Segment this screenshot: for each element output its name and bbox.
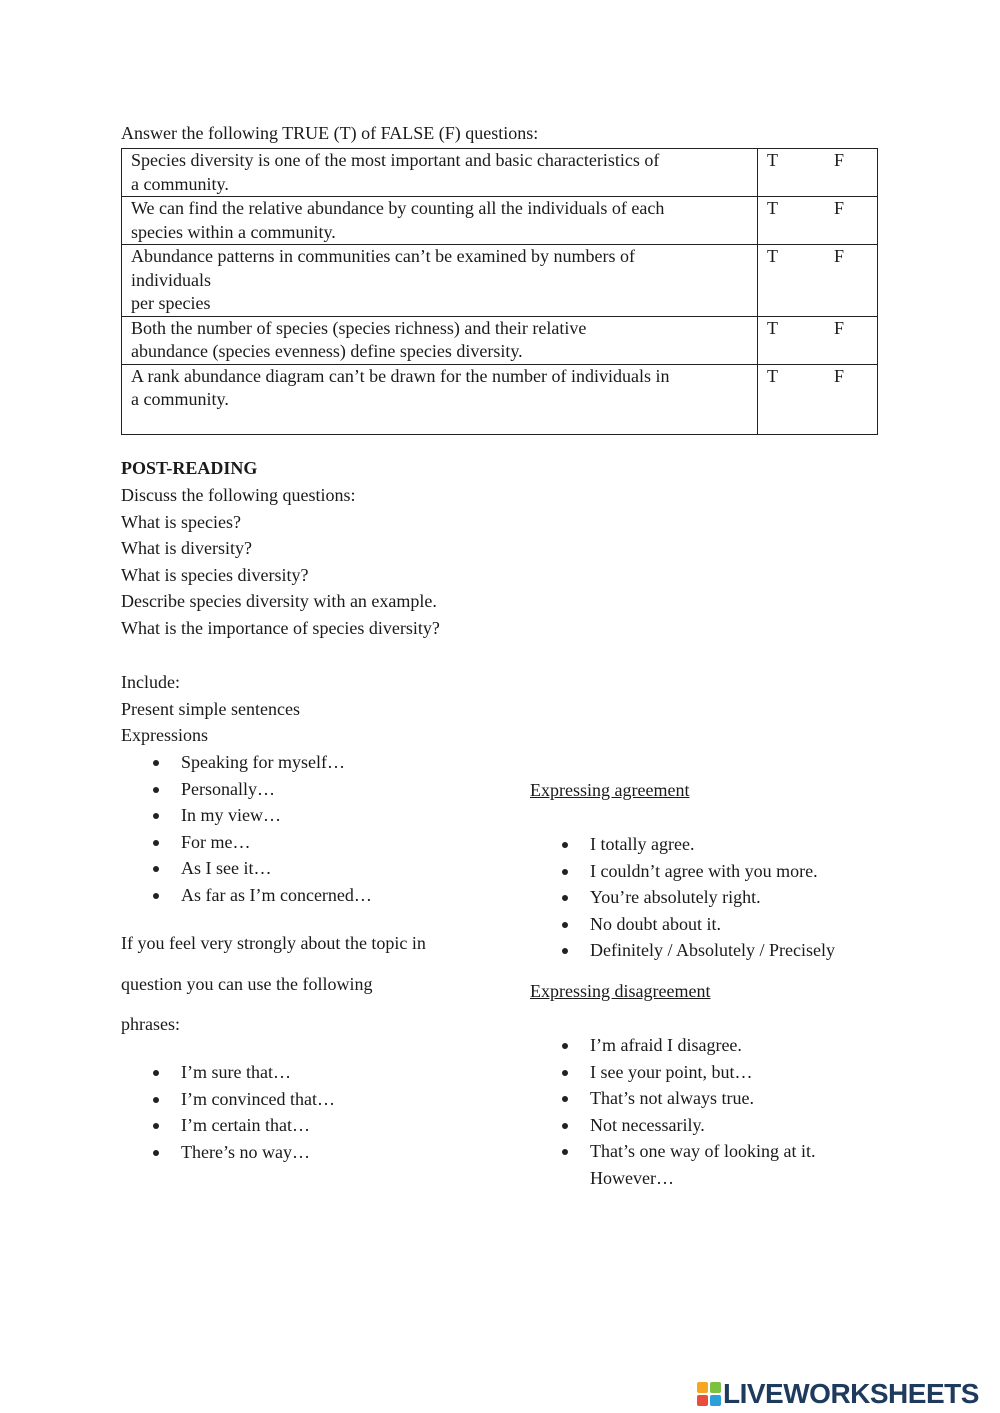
list-item: You’re absolutely right. <box>530 884 930 911</box>
answer-cell <box>758 245 878 317</box>
answer-cell <box>758 364 878 434</box>
bullet-icon <box>153 840 159 846</box>
question-line: Abundance patterns in communities can’t be examined by numbers of <box>131 246 636 266</box>
instructions: Answer the following TRUE (T) of FALSE (F) questions: <box>121 123 539 143</box>
question-text: What is species? <box>121 511 241 532</box>
table-row <box>122 364 878 434</box>
disagreement-title: Expressing disagreement <box>530 981 711 1001</box>
true-option[interactable]: T <box>767 317 778 338</box>
bullet-icon <box>153 893 159 899</box>
paragraph-line: question you can use the following <box>121 973 373 994</box>
false-option[interactable]: F <box>834 365 845 386</box>
list-item: I couldn’t agree with you more. <box>530 858 930 885</box>
list-item: For me… <box>121 829 481 856</box>
bullet-icon <box>153 1150 159 1156</box>
list-item: In my view… <box>121 802 481 829</box>
question-cell <box>122 197 758 245</box>
bullet-icon <box>562 922 568 928</box>
question-line: A rank abundance diagram can’t be drawn for the number of individuals in <box>131 365 670 386</box>
liveworksheets-logo <box>697 1378 979 1410</box>
table-row <box>122 316 878 364</box>
question-cell <box>122 316 758 364</box>
paragraph-line: If you feel very strongly about the topic in <box>121 933 426 953</box>
bullet-icon <box>153 1123 159 1129</box>
false-option[interactable]: F <box>834 150 845 170</box>
true-option[interactable]: T <box>767 150 778 170</box>
question-text: Describe species diversity with an example. <box>121 591 437 612</box>
question-line: abundance (species evenness) define species diversity. <box>131 341 523 361</box>
list-item: I totally agree. <box>530 831 930 858</box>
list-item: Speaking for myself… <box>121 749 481 776</box>
question-text: Discuss the following questions: <box>121 485 356 505</box>
list-item: There’s no way… <box>121 1139 481 1166</box>
bullet-icon <box>562 1123 568 1129</box>
expressions-list <box>121 749 481 909</box>
false-option[interactable]: F <box>834 246 845 266</box>
list-item: That’s one way of looking at it. <box>530 1138 930 1165</box>
true-false-table <box>121 148 878 435</box>
agreement-title: Expressing agreement <box>530 780 690 800</box>
question-line: a community. <box>131 389 229 409</box>
present-simple-label: Present simple sentences <box>121 698 300 719</box>
table-row <box>122 149 878 197</box>
list-item: I’m afraid I disagree. <box>530 1032 930 1059</box>
bullet-icon <box>562 1043 568 1049</box>
question-line: a community. <box>131 173 229 194</box>
bullet-icon <box>562 1149 568 1155</box>
bullet-icon <box>153 1097 159 1103</box>
question-line: individuals <box>131 269 211 290</box>
list-item-continuation: However… <box>590 1167 674 1188</box>
list-item: As far as I’m concerned… <box>121 882 481 909</box>
list-item: As I see it… <box>121 855 481 882</box>
list-item: I’m sure that… <box>121 1059 481 1086</box>
true-option[interactable]: T <box>767 198 778 218</box>
bullet-icon <box>562 895 568 901</box>
bullet-icon <box>153 1070 159 1076</box>
disagreement-list <box>530 1032 930 1192</box>
answer-cell <box>758 316 878 364</box>
answer-cell <box>758 197 878 245</box>
strong-phrases-list <box>121 1059 481 1165</box>
question-cell <box>122 364 758 434</box>
list-item: No doubt about it. <box>530 911 930 938</box>
bullet-icon <box>153 813 159 819</box>
answer-cell <box>758 149 878 197</box>
agreement-list <box>530 831 930 964</box>
question-text: What is the importance of species diversity? <box>121 617 440 638</box>
list-item: Personally… <box>121 776 481 803</box>
question-text: What is species diversity? <box>121 564 309 585</box>
bullet-icon <box>562 1070 568 1076</box>
question-line: Species diversity is one of the most important and basic characteristics of <box>131 150 660 170</box>
list-item: Not necessarily. <box>530 1112 930 1139</box>
include-block <box>121 669 300 749</box>
strong-feeling-text <box>121 923 426 1045</box>
include-label: Include: <box>121 672 180 692</box>
false-option[interactable]: F <box>834 317 845 338</box>
discussion-questions <box>121 482 440 642</box>
question-text: What is diversity? <box>121 538 252 559</box>
list-item: I’m certain that… <box>121 1112 481 1139</box>
paragraph-line: phrases: <box>121 1014 180 1034</box>
bullet-icon <box>153 866 159 872</box>
table-row <box>122 197 878 245</box>
question-line: species within a community. <box>131 221 336 242</box>
list-item: Definitely / Absolutely / Precisely <box>530 937 930 964</box>
list-item: I’m convinced that… <box>121 1086 481 1113</box>
liveworksheets-logo-icon <box>697 1382 721 1406</box>
bullet-icon <box>153 787 159 793</box>
list-item: That’s not always true. <box>530 1085 930 1112</box>
bullet-icon <box>562 842 568 848</box>
false-option[interactable]: F <box>834 198 845 218</box>
expressions-label: Expressions <box>121 725 208 746</box>
question-line: per species <box>131 293 211 313</box>
table-row <box>122 245 878 317</box>
bullet-icon <box>562 869 568 875</box>
question-cell <box>122 149 758 197</box>
bullet-icon <box>562 1096 568 1102</box>
true-option[interactable]: T <box>767 246 778 266</box>
logo-text: LIVEWORKSHEETS <box>723 1378 979 1409</box>
bullet-icon <box>562 948 568 954</box>
question-cell <box>122 245 758 317</box>
bullet-icon <box>153 760 159 766</box>
list-item: I see your point, but… <box>530 1059 930 1086</box>
post-reading-heading: POST-READING <box>121 458 258 478</box>
question-line: Both the number of species (species richness) and their relative <box>131 317 587 338</box>
true-option[interactable]: T <box>767 365 778 386</box>
question-line: We can find the relative abundance by counting all the individuals of each <box>131 198 665 218</box>
